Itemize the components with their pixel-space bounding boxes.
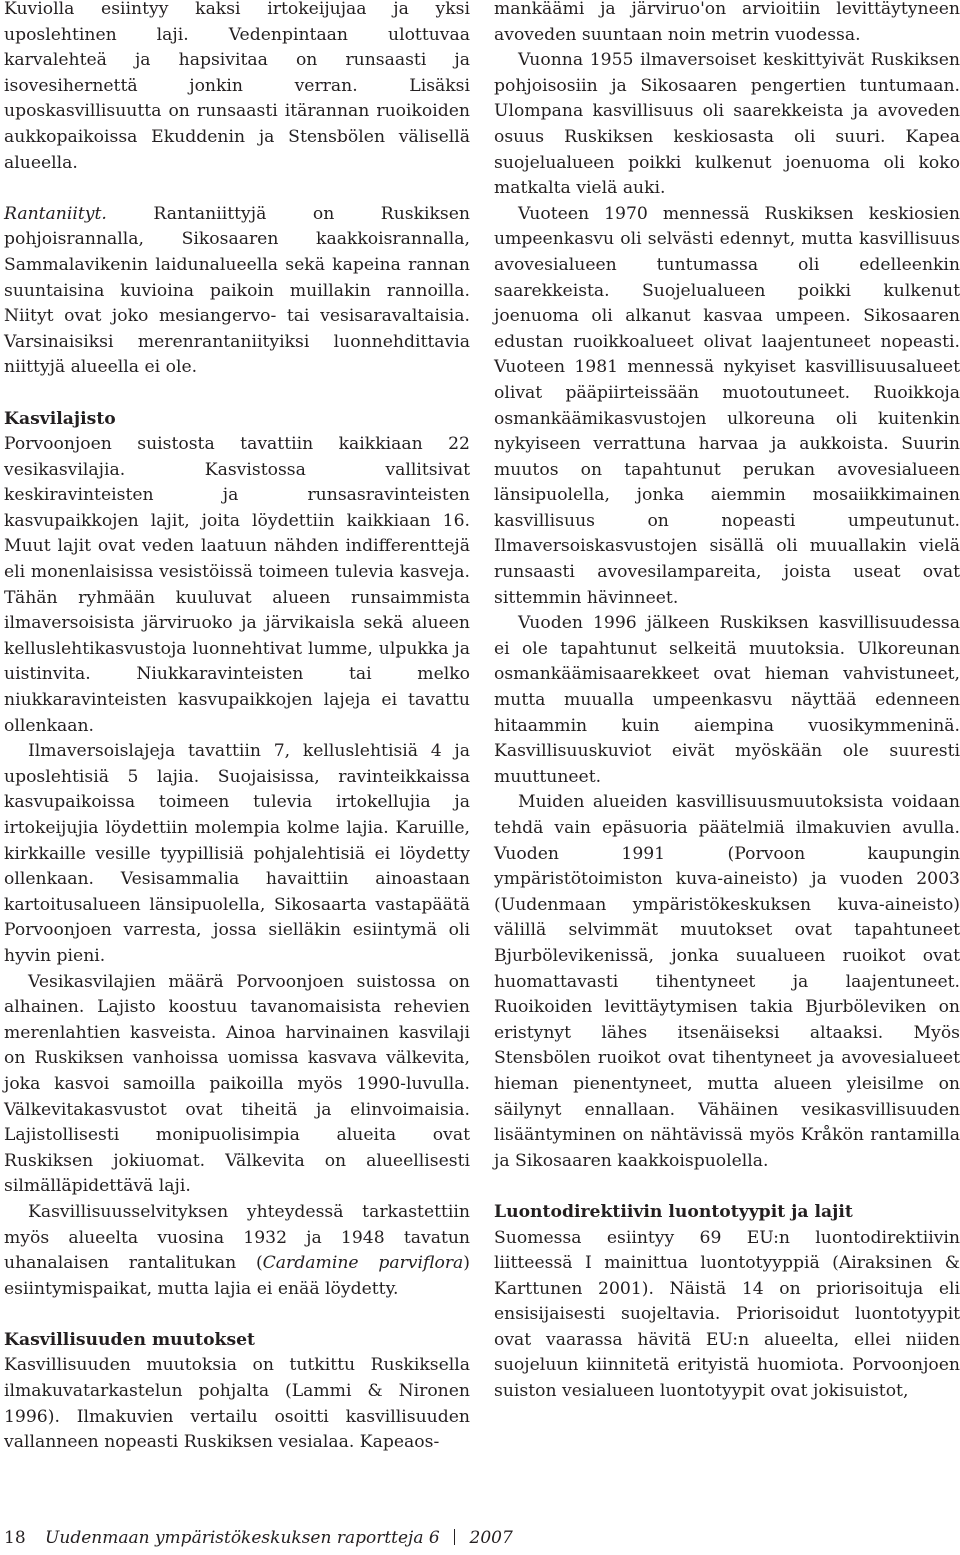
paragraph-gap xyxy=(4,176,470,202)
paragraph-rantalitukka xyxy=(4,1200,470,1302)
section-heading-muutokset: Kasvillisuuden muutokset xyxy=(4,1329,255,1350)
paragraph: Vuoteen 1970 mennessä Ruskiksen keskiosien umpeenkasvu oli selvästi edennyt, mutta kasvillisuus avovesialueen tuntumassa oli edelleenkin saarekkeista. Suojelualueen poikki kulkenut joenuoma oli alkanut kasvaa umpeen. Sikosaaren edustan ruoikkoalueet olivat laajentuneet nopeasti. Vuoteen 1981 mennessä nykyiset kasvillisuusalueet olivat pääpiirteissään muotoutuneet. Ruoikkoja osmankäämikasvustojen ulkoreuna oli kuitenkin nykyiseen verrattuna harvaa ja aukkoista. Suurin muutos on tapahtunut perukan avovesialueen länsipuolella, jonka aiemmin mosaiikkimainen kasvillisuus on nopeasti umpeutunut. Ilmaversoiskasvustojen sisällä oli muuallakin vielä runsaasti avovesilampareita, joista useat ovat sittemmin hävinneet. xyxy=(494,203,960,608)
footer-divider xyxy=(454,1529,455,1545)
paragraph: Kuviolla esiintyy kaksi irtokeijujaa ja yksi uposlehtinen laji. Vedenpintaan ulottuvaa karvalehteä ja hapsivitaa on runsaasti ja isovesihernettä jonkin verran. Lisäksi uposkasvillisuutta on runsaasti itärannan ruoikoiden aukkopaikoissa Ekuddenin ja Stensbölen välisellä alueella. xyxy=(4,0,470,173)
paragraph: Muiden alueiden kasvillisuusmuutoksista voidaan tehdä vain epäsuoria päätelmiä ilmakuvien avulla. Vuoden 1991 (Porvoon kaupungin ympäristötoimiston kuva-aineisto) ja vuoden 2003 (Uudenmaan ympäristökeskuksen kuva-aineisto) välillä selvimmät muutokset ovat tapahtuneet Bjurbölevikenissä, jonka suualueen ruoikot ovat huomattavasti tihentyneet ja laajentuneet. Ruoikoiden levittäytymisen takia Bjurböleviken on eristynyt lähes itsenäiseksi altaaksi. Myös Stensbölen ruoikot ovat tihentyneet ja avovesialueet hieman pienentyneet, mutta alueen yleisilme on säilynyt ennallaan. Vähäinen vesikasvillisuuden lisääntyminen on nähtävissä myös Kråkön rantamilla ja Sikosaaren kaakkoispuolella. xyxy=(494,792,960,1171)
page-number: 18 xyxy=(4,1528,26,1548)
paragraph-gap xyxy=(4,381,470,407)
paragraph: Vuoden 1996 jälkeen Ruskiksen kasvillisuudessa ei ole tapahtunut selkeitä muutoksia. Ulkoreunan osmankäämisaarekkeet ovat hieman vahvistuneet, mutta muualla umpeenkasvu näyttää edenneen hitaammin kuin aiempina vuosikymmeninä. Kasvillisuuskuviot eivät myöskään ole suuresti muuttuneet. xyxy=(494,613,960,787)
right-column xyxy=(494,0,960,1405)
paragraph: Kasvillisuuden muutoksia on tutkittu Ruskiksella ilmakuvatarkastelun pohjalta (Lammi & Nironen 1996). Ilmakuvien vertailu osoitti kasvillisuuden vallanneen nopeasti Ruskiksen vesialaa. Kapeaos- xyxy=(4,1355,470,1453)
paragraph-text: Kasvillisuusselvityksen yhteydessä tarkastettiin myös alueelta vuosina 1932 ja 1948 tavatun uhanalaisen rantalitukan ( xyxy=(4,1201,470,1274)
paragraph-text: ) esiintymispaikat, mutta lajia ei enää löydetty. xyxy=(4,1253,470,1299)
paragraph: Ilmaversoislajeja tavattiin 7, kelluslehtisiä 4 ja uposlehtisiä 5 lajia. Suojaisissa, ravinteikkaissa kasvupaikoissa toimeen tulevia irtokellujia ja irtokeijujia löydettiin molempia kolme lajia. Karuille, kirkkaille vesille tyypillisiä pohjalehtisiä ei löydetty ollenkaan. Vesisammalia havaittiin ainoastaan kartoitusalueen länsipuolella, Sikosaarta vastapäätä Porvoonjoen varresta, jossa sielläkin esiintymä oli hyvin pieni. xyxy=(4,741,470,966)
page-footer xyxy=(4,1528,513,1548)
paragraph-gap xyxy=(494,1174,960,1200)
series-title: Uudenmaan ympäristökeskuksen raportteja 6 xyxy=(45,1528,440,1548)
publication-year: 2007 xyxy=(469,1528,513,1548)
paragraph: mankäämi ja järviruo'on arvioitiin levittäytyneen avoveden suuntaan noin metrin vuodessa. xyxy=(494,0,960,45)
run-in-heading: Rantaniityt. xyxy=(4,203,107,224)
section-heading-luontodirektiivi: Luontodirektiivin luontotyypit ja lajit xyxy=(494,1201,853,1222)
species-name: Cardamine parviflora xyxy=(262,1253,464,1274)
paragraph-rantaniityt xyxy=(4,202,470,381)
paragraph: Vuonna 1955 ilmaversoiset keskittyivät Ruskiksen pohjoisosiin ja Sikosaaren pengertien tuntumaan. Ulompana kasvillisuus oli saarekkeista ja avoveden osuus Ruskiksen keskiosasta oli suuri. Kapea suojelualueen poikki kulkenut joenuoma oli koko matkalta vielä auki. xyxy=(494,50,960,199)
section-heading-kasvilajisto: Kasvilajisto xyxy=(4,408,116,429)
paragraph: Suomessa esiintyy 69 EU:n luontodirektiivin liitteessä I mainittua luontotyyppiä (Airaksinen & Karttunen 2001). Näistä 14 on priorisoituja eli ensisijaisesti suojeltavia. Priorisoidut luontotyypit ovat vaarassa hävitä EU:n alueelta, ellei niiden suojeluun kiinnitetä erityistä huomiota. Porvoonjoen suiston vesialueen luontotyypit ovat jokisuistot, xyxy=(494,1227,960,1402)
paragraph-gap xyxy=(4,1302,470,1328)
paragraph-text: Rantaniittyjä on Ruskiksen pohjoisrannalla, Sikosaaren kaakkoisrannalla, Sammalavikenin laidunalueella sekä kapeina rannan suuntaisina kuvioina paikoin muillakin rannoilla. Niityt ovat joko mesiangervo- tai vesisaravaltaisia. Varsinaisiksi merenrantaniityiksi luonnehdittavia niittyjä alueella ei ole. xyxy=(4,203,470,378)
paragraph: Vesikasvilajien määrä Porvoonjoen suistossa on alhainen. Lajisto koostuu tavanomaisista rehevien merenlahtien kasveista. Ainoa harvinainen kasvilaji on Ruskiksen vanhoissa uomissa kasvava välkevita, joka kasvoi samoilla paikoilla myös 1990-luvulla. Välkevitakasvustot ovat tiheitä ja elinvoimaisia. Lajistollisesti monipuolisimpia alueita ovat Ruskiksen jokiuomat. Välkevita on alueellisesti silmälläpidettävä laji. xyxy=(4,971,470,1197)
left-column xyxy=(4,0,470,1456)
paragraph: Porvoonjoen suistosta tavattiin kaikkiaan 22 vesikasvilajia. Kasvistossa vallitsivat keskiravinteisten ja runsasravinteisten kasvupaikkojen lajit, joita löydettiin kaikkiaan 16. Muut lajit ovat veden laatuun nähden indifferenttejä eli monenlaisissa vesistöissä toimeen tulevia kasveja. Tähän ryhmään kuuluvat alueen runsaimmista ilmaversoisista järviruoko ja järvikaisla sekä alueen kelluslehtikasvustoja luonnehtivat lumme, ulpukka ja uistinvita. Niukkaravinteisten tai melko niukkaravinteisten kasvupaikkojen lajeja ei tavattu ollenkaan. xyxy=(4,434,470,736)
